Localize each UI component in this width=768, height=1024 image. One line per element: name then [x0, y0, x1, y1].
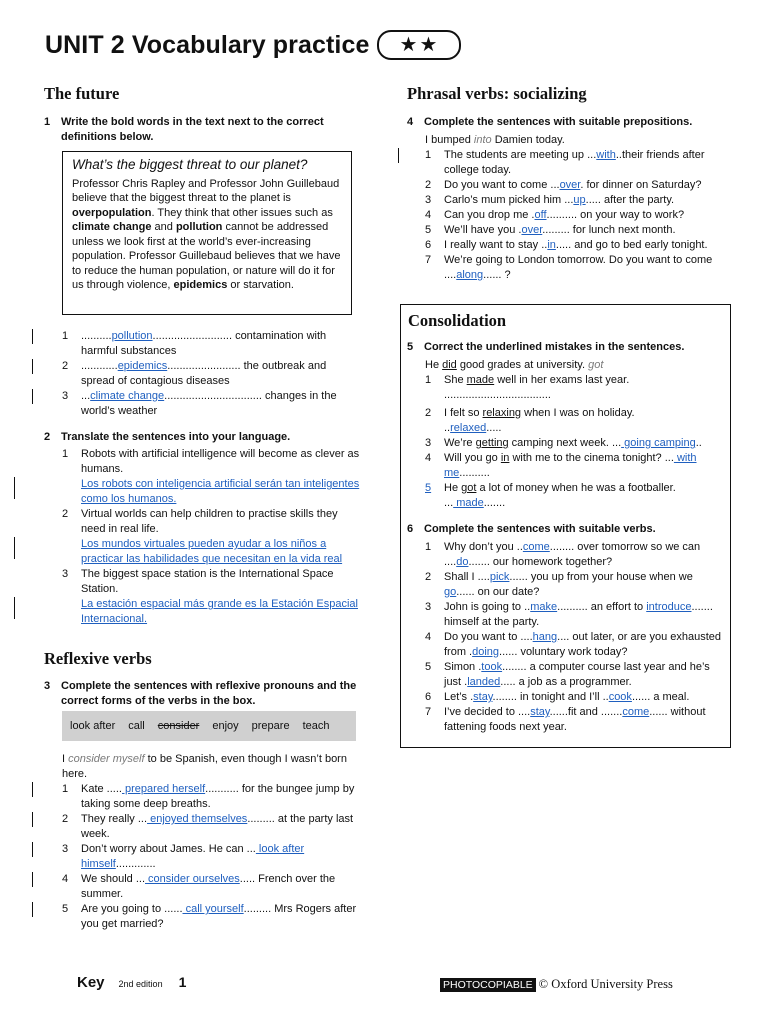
word-box-item: enjoy: [212, 720, 239, 732]
list-item: 4 Do you want to ....hang.... out later, or are you exhausted from .doing...... voluntary work today?: [425, 631, 722, 658]
answer-text: call yourself: [182, 903, 244, 915]
list-item: 6 I really want to stay ..in..... and go to bed early tonight.: [425, 239, 708, 251]
list-item: 4 Can you drop me .off.......... on your way to work?: [425, 209, 685, 221]
exercise-3-items: [62, 752, 358, 932]
footer-edition: 2nd edition: [118, 979, 163, 989]
exercise-6-instruction: 6 Complete the sentences with suitable verbs.: [407, 523, 656, 535]
list-item: 1 ..........pollution.......................... contamination with harmful substances: [62, 329, 362, 359]
answer-text: go: [444, 586, 457, 598]
answer-text: come: [522, 541, 550, 553]
list-item: 3 We’re getting camping next week. ... going camping..: [425, 437, 702, 449]
answer-text: over: [559, 179, 581, 191]
answer-text: Los mundos virtuales pueden ayudar a los niños a practicar las habilidades que necesitan en la vida real: [81, 538, 343, 565]
answer-text: along: [456, 269, 484, 281]
list-item: 2 Do you want to come ...over. for dinner on Saturday?: [425, 179, 702, 191]
answer-text: going camping: [621, 437, 696, 449]
word-box-item: consider: [157, 720, 200, 732]
answer-text: relaxed: [450, 422, 487, 434]
list-item: 1 She made well in her exams last year. ...................................: [425, 374, 630, 401]
exercise-3-instruction: 3 Complete the sentences with reflexive pronouns and the correct forms of the verbs in the box.: [44, 680, 357, 707]
footer: [77, 974, 186, 991]
answer-text: do: [456, 556, 469, 568]
exercise-2-instruction: 2 Translate the sentences into your language.: [44, 431, 291, 443]
word-box-item: call: [128, 720, 145, 732]
page-title: UNIT 2 Vocabulary practice: [45, 30, 370, 59]
exercise-4: [407, 115, 729, 283]
list-item: 5 He got a lot of money when he was a footballer. ... made.......: [425, 482, 676, 509]
list-item: 1 Robots with artificial intelligence will become as clever as humans. Los robots con inteligencia artificial serán tan inteligentes como los humanos.: [62, 447, 364, 507]
list-item: 7 We’re going to London tomorrow. Do you want to come ....along...... ?: [425, 254, 713, 281]
word-box-item: look after: [70, 720, 116, 732]
list-item: 5 Are you going to ...... call yourself......... Mrs Rogers after you get married?: [62, 902, 358, 932]
list-item: 5 Simon .took........ a computer course last year and he’s just .landed..... a job as a programmer.: [425, 661, 710, 688]
answer-text: in: [547, 239, 556, 251]
list-item: 3 The biggest space station is the International Space Station. La estación espacial más grande es la Estación Espacial Internacional.: [62, 567, 364, 627]
list-item: 3 Don’t worry about James. He can ... look after himself.............: [62, 842, 358, 872]
list-item: 6 Let’s .stay........ in tonight and I’ll ..cook...... a meal.: [425, 691, 690, 703]
list-item: 3 Carlo’s mum picked him ...up..... after the party.: [425, 194, 675, 206]
section-heading-phrasal: Phrasal verbs: socializing: [407, 84, 587, 103]
answer-text: prepared herself: [121, 783, 206, 795]
word-box: [62, 711, 356, 741]
list-item: 1 Why don’t you ..come........ over tomorrow so we can ....do....... our homework together?: [425, 541, 701, 568]
reading-text-title: What’s the biggest threat to our planet?: [72, 157, 308, 172]
answer-text: over: [521, 224, 543, 236]
section-heading-consolidation: Consolidation: [408, 311, 507, 330]
footer-key-label: Key: [77, 974, 105, 991]
title-row: [45, 30, 461, 60]
answer-text: landed: [467, 676, 501, 688]
photocopiable-badge: PHOTOCOPIABLE: [440, 978, 536, 992]
list-item: 4 Will you go in with me to the cinema tonight? ... with me..........: [425, 452, 697, 479]
consolidation-box: [400, 304, 731, 748]
list-item: 1 The students are meeting up ...with..their friends after college today.: [425, 148, 729, 178]
list-item: 5 We’ll have you .over......... for lunch next month.: [425, 224, 676, 236]
reading-text-body: Professor Chris Rapley and Professor John Guillebaud believe that the biggest threat to the planet is overpopulation. They think that other issues such as climate change and pollution cannot be addressed unless we look first at the world’s ever-increasing population. Professor Guillebaud believes that we have to reduce the human population, or nature will do it for us through violence, epidemics or starvation.: [72, 177, 341, 291]
answer-text: introduce: [646, 601, 692, 613]
answer-text: with: [596, 149, 616, 161]
list-item: 4 We should ... consider ourselves..... French over the summer.: [62, 872, 358, 902]
exercise-1-items: [62, 329, 362, 419]
list-item: 3 ...climate change................................ changes in the world’s weather: [62, 389, 362, 419]
answer-text: epidemics: [117, 360, 168, 372]
section-heading-reflexive: Reflexive verbs: [44, 649, 152, 668]
answer-text: make: [530, 601, 558, 613]
example-sentence: I bumped into Damien today.: [425, 134, 565, 146]
answer-text: stay: [473, 691, 493, 703]
answer-text: enjoyed themselves: [147, 813, 248, 825]
exercise-1-instruction: 1 Write the bold words in the text next to the correct definitions below.: [44, 116, 324, 143]
publisher-text: © Oxford University Press: [538, 977, 673, 991]
list-item: 1 Kate ..... prepared herself........... for the bungee jump by taking some deep breaths.: [62, 782, 358, 812]
answer-text: La estación espacial más grande es la Estación Espacial Internacional.: [81, 598, 358, 625]
answer-text: pollution: [111, 330, 153, 342]
list-item: 2 They really ... enjoyed themselves......... at the party last week.: [62, 812, 358, 842]
answer-text: pick: [489, 571, 510, 583]
example-sentence: He did good grades at university. got: [425, 359, 604, 371]
example-sentence: I consider myself to be Spanish, even though I wasn’t born here.: [62, 753, 347, 780]
list-item: 2 Shall I ....pick...... you up from your house when we go...... on our date?: [425, 571, 693, 598]
exercise-5: [407, 340, 725, 511]
answer-text: Los robots con inteligencia artificial serán tan inteligentes como los humanos.: [81, 478, 360, 505]
page-number: 1: [178, 974, 187, 990]
word-box-item: teach: [302, 720, 330, 732]
answer-text: doing: [472, 646, 500, 658]
exercise-6: [407, 522, 725, 735]
copyright-notice: [440, 977, 673, 992]
answer-text: cook: [608, 691, 632, 703]
reading-text-box: [62, 151, 352, 315]
answer-text: made: [453, 497, 484, 509]
word-box-item: prepare: [251, 720, 290, 732]
answer-text: took: [481, 661, 503, 673]
list-item: 2 I felt so relaxing when I was on holiday. ..relaxed.....: [425, 407, 635, 434]
list-item: 7 I’ve decided to ....stay......fit and .......come...... without fattening foods next year.: [425, 706, 706, 733]
answer-text: with me: [444, 452, 697, 479]
list-item: 2 ............epidemics........................ the outbreak and spread of contagious diseases: [62, 359, 362, 389]
exercise-2: [44, 430, 364, 627]
list-item: 2 Virtual worlds can help children to practise skills they need in real life. Los mundos virtuales pueden ayudar a los niños a practicar las habilidades que necesitan en la vida real: [62, 507, 364, 567]
section-heading-future: The future: [44, 84, 120, 103]
exercise-4-instruction: 4 Complete the sentences with suitable prepositions.: [407, 116, 693, 128]
answer-text: stay: [530, 706, 550, 718]
answer-text: off: [534, 209, 547, 221]
answer-text: come: [622, 706, 650, 718]
answer-text: climate change: [90, 390, 165, 402]
exercise-5-instruction: 5 Correct the underlined mistakes in the sentences.: [407, 341, 685, 353]
difficulty-stars: ★★: [377, 30, 461, 60]
answer-text: look after himself: [81, 843, 305, 870]
answer-text: consider ourselves: [145, 873, 240, 885]
answer-text: up: [573, 194, 586, 206]
answer-text: hang: [532, 631, 558, 643]
list-item: 3 John is going to ..make.......... an effort to introduce....... himself at the party.: [425, 601, 713, 628]
